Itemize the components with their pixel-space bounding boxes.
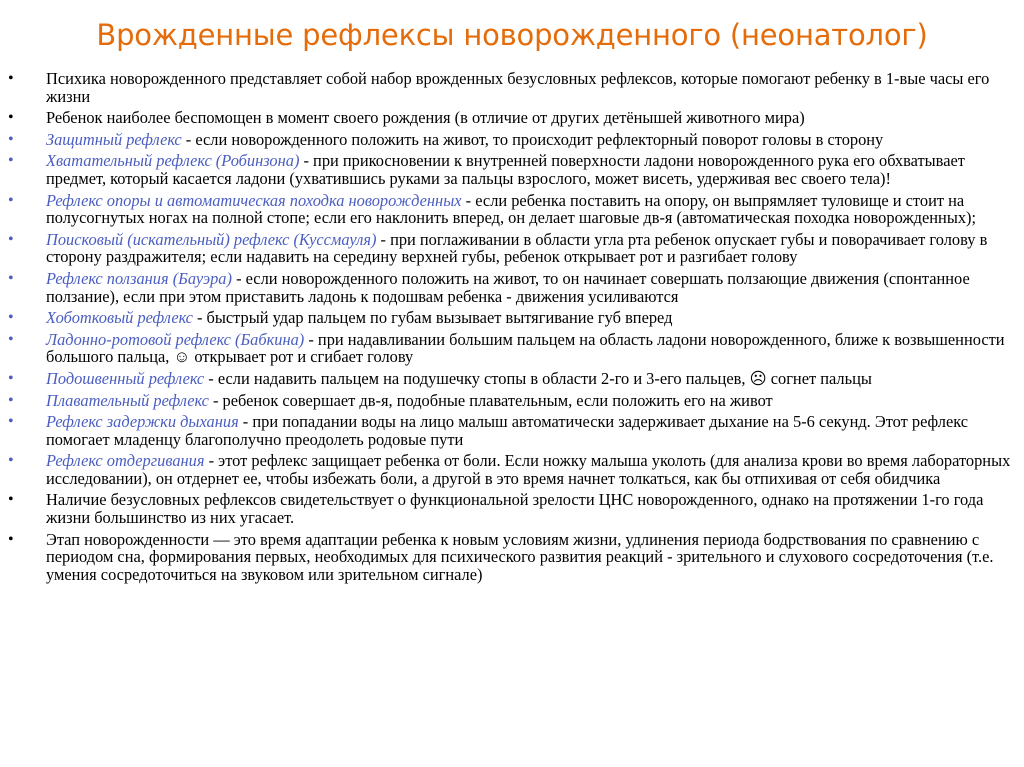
item-text: Психика новорожденного представляет собой набор врожденных безусловных рефлексов, которые помогают ребенку в 1-вые часы его жизни	[46, 69, 990, 106]
item-text: - при поглаживании в области угла рта ребенок опускает губы и поворачивает голову в сторону раздражителя; если надавить на середину верхней губы, ребенок открывает рот и разгибает голову	[46, 229, 988, 267]
item-text: - этот рефлекс защищает ребенка от боли. Если ножку малыша уколоть (для анализа крови во время лабораторных исследовании), он отдернет ее, чтобы избежать боли, а другой в это время начнет толкаться, как бы отпихивая от себя обидчика	[46, 451, 1011, 488]
reflex-term: Рефлекс опоры и автоматическая походка новорожденных	[46, 190, 462, 210]
item-text: - при попадании воды на лицо малыш автоматически задерживает дыхание на 5-6 секунд. Этот рефлекс помогает младенцу благополучно преодолеть родовые пути	[46, 412, 969, 449]
list-item	[8, 331, 1016, 366]
reflex-term: Плавательный рефлекс	[46, 390, 209, 410]
bullet-icon: •	[8, 391, 14, 409]
item-text: Наличие безусловных рефлексов свидетельствует о функциональной зрелости ЦНС новорожденного, однако на протяжении 1-го года жизни большинство из них угасает.	[46, 490, 984, 528]
reflex-term: Рефлекс задержки дыхания	[46, 412, 239, 432]
list-item	[8, 192, 1016, 227]
reflex-term: Защитный рефлекс	[46, 129, 182, 149]
reflex-term: Рефлекс ползания (Бауэра)	[46, 268, 232, 288]
list-item	[8, 392, 1016, 410]
item-text: - если ребенка поставить на опору, он выпрямляет туловище и стоит на полусогнутых ногах на полной стопе; если его наклонить вперед, он делает шаговые дв-я (автоматическая походка новорожденных);	[46, 190, 977, 228]
item-text: - при прикосновении к внутренней поверхности ладони новорожденного рука его обхватывает предмет, который касается ладони (ухватившись руками за пальцы взрослого, может висеть, удерживая вес своего тела)!	[46, 151, 965, 188]
item-text: - быстрый удар пальцем по губам вызывает вытягивание губ вперед	[192, 308, 673, 328]
slide-title: Врожденные рефлексы новорожденного (неонатолог)	[96, 18, 928, 52]
list-item	[8, 270, 1016, 305]
list-item	[8, 309, 1016, 327]
bullet-icon: •	[8, 530, 14, 548]
item-text: Этап новорожденности — это время адаптации ребенка к новым условиям жизни, удлинения периода бодрствования по сравнению с периодом сна, формирования первых, необходимых для психического развития реакций - зрительного и слухового сосредоточения (т.е. умения сосредоточиться на звуковом или зрительном сигнале)	[46, 529, 994, 584]
reflex-term: Подошвенный рефлекс	[46, 368, 205, 388]
bullet-icon: •	[8, 230, 14, 248]
reflex-term: Рефлекс отдергивания	[46, 451, 205, 471]
item-text: Ребенок наиболее беспомощен в момент своего рождения (в отличие от других детёнышей животного мира)	[46, 108, 805, 128]
bullet-icon: •	[8, 152, 14, 170]
reflex-list	[8, 70, 1016, 587]
item-text: - ребенок совершает дв-я, подобные плавательным, если положить его на живот	[208, 390, 773, 410]
reflex-term: Ладонно-ротовой рефлекс (Бабкина)	[46, 329, 305, 349]
list-item	[8, 370, 1016, 388]
bullet-icon: •	[8, 330, 14, 348]
list-item	[8, 531, 1016, 584]
list-item	[8, 131, 1016, 149]
bullet-icon: •	[8, 452, 14, 470]
reflex-term: Хватательный рефлекс (Робинзона)	[46, 151, 300, 171]
bullet-icon: •	[8, 70, 14, 87]
reflex-term: Поисковый (искательный) рефлекс (Куссмауля)	[46, 229, 377, 249]
bullet-icon: •	[8, 309, 14, 327]
item-text: - если надавить пальцем на подушечку стопы в области 2-го и 3-его пальцев, ☹ согнет пальцы	[204, 368, 872, 388]
bullet-icon: •	[8, 369, 14, 387]
bullet-icon: •	[8, 269, 14, 287]
reflex-term: Хоботковый рефлекс	[46, 308, 193, 328]
item-text: - если новорожденного положить на живот, то он начинает совершать ползающие движения (спонтанное ползание), если при этом приставить ладонь к подошвам ребенка - движения усиливаются	[46, 268, 970, 306]
list-item	[8, 413, 1016, 448]
item-text: - если новорожденного положить на живот, то происходит рефлекторный поворот головы в сторону	[181, 129, 884, 149]
bullet-icon: •	[8, 109, 14, 127]
list-item	[8, 109, 1016, 127]
list-item	[8, 70, 1016, 105]
list-item	[8, 152, 1016, 187]
bullet-icon: •	[8, 413, 14, 431]
list-item	[8, 452, 1016, 487]
list-item	[8, 491, 1016, 526]
list-item	[8, 231, 1016, 266]
bullet-icon: •	[8, 191, 14, 209]
bullet-icon: •	[8, 491, 14, 509]
item-text: - при надавливании большим пальцем на область ладони новорожденного, ближе к возвышенности большого пальца, ☺ открывает рот и сгибает голову	[46, 329, 1005, 367]
bullet-icon: •	[8, 130, 14, 148]
